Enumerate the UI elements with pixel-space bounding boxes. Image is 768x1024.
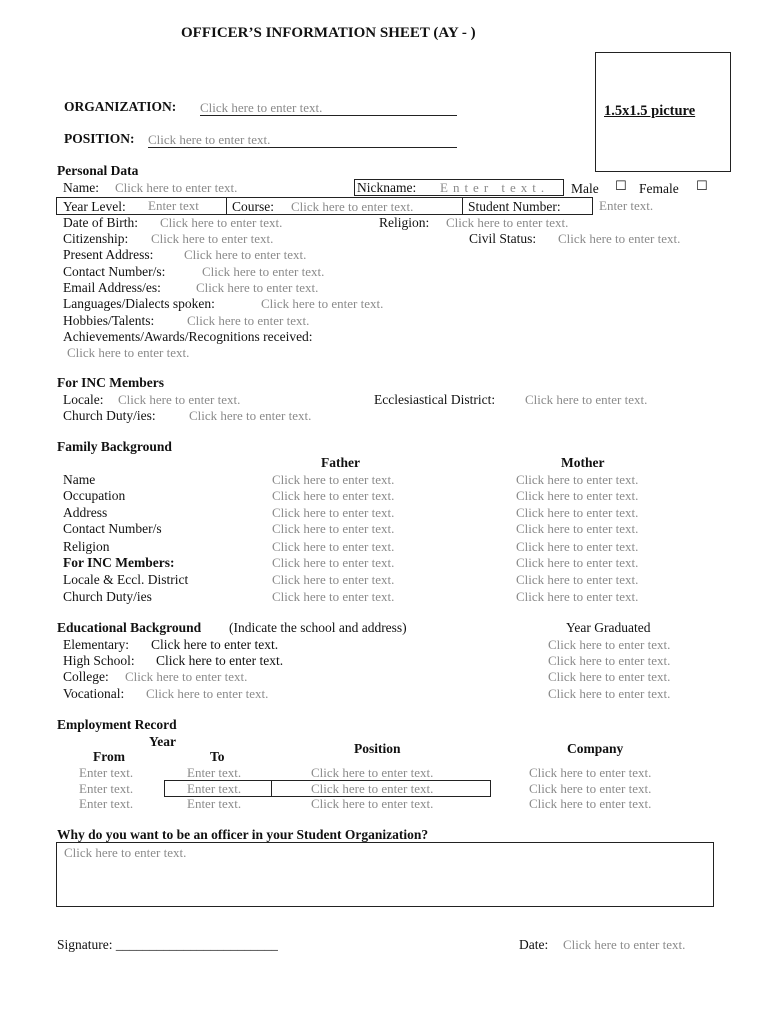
college-year-field[interactable]: Click here to enter text. xyxy=(548,669,671,684)
family-row-label: Locale & Eccl. District xyxy=(63,572,189,587)
church-duty-label: Church Duty/ies: xyxy=(63,408,156,423)
student-number-label: Student Number: xyxy=(468,199,561,214)
father-field[interactable]: Click here to enter text. xyxy=(272,488,395,503)
vocational-field[interactable]: Click here to enter text. xyxy=(146,686,269,701)
district-label: Ecclesiastical District: xyxy=(374,392,496,407)
employment-position-field[interactable]: Click here to enter text. xyxy=(311,781,434,796)
mother-header: Mother xyxy=(561,455,605,470)
email-field[interactable]: Click here to enter text. xyxy=(196,280,319,295)
family-row-label: Occupation xyxy=(63,488,126,503)
date-field[interactable]: Click here to enter text. xyxy=(563,937,686,952)
to-header: To xyxy=(210,749,225,764)
course-field[interactable]: Click here to enter text. xyxy=(291,199,414,214)
email-label: Email Address/es: xyxy=(63,280,161,295)
father-header: Father xyxy=(321,455,360,470)
mother-field[interactable]: Click here to enter text. xyxy=(516,521,639,536)
nickname-field[interactable]: Enter text. xyxy=(440,180,550,195)
contact-label: Contact Number/s: xyxy=(63,264,166,279)
male-checkbox[interactable]: ☐ xyxy=(615,179,627,194)
family-row-label: Contact Number/s xyxy=(63,521,162,536)
name-field[interactable]: Click here to enter text. xyxy=(115,180,238,195)
year-header: Year xyxy=(149,734,176,749)
civil-status-label: Civil Status: xyxy=(469,231,537,246)
family-heading: Family Background xyxy=(57,439,172,454)
religion-label: Religion: xyxy=(379,215,430,230)
employment-position-field[interactable]: Click here to enter text. xyxy=(311,765,434,780)
why-answer-field[interactable]: Click here to enter text. xyxy=(64,845,187,860)
elementary-field[interactable]: Click here to enter text. xyxy=(151,637,279,652)
high-school-year-field[interactable]: Click here to enter text. xyxy=(548,653,671,668)
hobbies-field[interactable]: Click here to enter text. xyxy=(187,313,310,328)
male-label: Male xyxy=(571,181,599,196)
organization-field[interactable]: Click here to enter text. xyxy=(200,101,457,116)
year-level-field[interactable]: Enter text xyxy=(148,198,199,213)
achievements-label: Achievements/Awards/Recognitions received: xyxy=(63,329,313,344)
district-field[interactable]: Click here to enter text. xyxy=(525,392,648,407)
father-field[interactable]: Click here to enter text. xyxy=(272,505,395,520)
page-title: OFFICER’S INFORMATION SHEET (AY - ) xyxy=(181,25,476,41)
education-heading: Educational Background xyxy=(57,620,202,635)
citizenship-label: Citizenship: xyxy=(63,231,129,246)
contact-field[interactable]: Click here to enter text. xyxy=(202,264,325,279)
signature-line[interactable]: Signature: ________________________ xyxy=(57,937,278,952)
student-number-field[interactable]: Enter text. xyxy=(599,198,654,213)
mother-field[interactable]: Click here to enter text. xyxy=(516,572,639,587)
dob-label: Date of Birth: xyxy=(63,215,138,230)
family-row-label: Religion xyxy=(63,539,110,554)
to-field[interactable]: Enter text. xyxy=(187,781,242,796)
high-school-field[interactable]: Click here to enter text. xyxy=(156,653,284,668)
picture-placeholder xyxy=(595,52,731,172)
personal-data-heading: Personal Data xyxy=(57,163,139,178)
father-field[interactable]: Click here to enter text. xyxy=(272,539,395,554)
from-field[interactable]: Enter text. xyxy=(79,781,134,796)
hobbies-label: Hobbies/Talents: xyxy=(63,313,155,328)
organization-label: ORGANIZATION: xyxy=(64,99,177,114)
mother-field[interactable]: Click here to enter text. xyxy=(516,472,639,487)
name-label: Name: xyxy=(63,180,99,195)
family-row-label: Address xyxy=(63,505,108,520)
achievements-field[interactable]: Click here to enter text. xyxy=(67,345,190,360)
course-label: Course: xyxy=(232,199,274,214)
mother-field[interactable]: Click here to enter text. xyxy=(516,505,639,520)
religion-field[interactable]: Click here to enter text. xyxy=(446,215,569,230)
father-field[interactable]: Click here to enter text. xyxy=(272,521,395,536)
mother-field[interactable]: Click here to enter text. xyxy=(516,589,639,604)
church-duty-field[interactable]: Click here to enter text. xyxy=(189,408,312,423)
picture-label: 1.5x1.5 picture xyxy=(604,103,696,119)
present-address-label: Present Address: xyxy=(63,247,154,262)
company-header: Company xyxy=(567,741,624,756)
vocational-label: Vocational: xyxy=(63,686,125,701)
from-field[interactable]: Enter text. xyxy=(79,796,134,811)
female-checkbox[interactable]: ☐ xyxy=(696,179,708,194)
family-row-label: Name xyxy=(63,472,96,487)
locale-field[interactable]: Click here to enter text. xyxy=(118,392,241,407)
mother-field[interactable]: Click here to enter text. xyxy=(516,555,639,570)
why-answer-box[interactable] xyxy=(56,842,714,907)
employment-company-field[interactable]: Click here to enter text. xyxy=(529,796,652,811)
female-label: Female xyxy=(639,181,679,196)
employment-company-field[interactable]: Click here to enter text. xyxy=(529,765,652,780)
employment-position-field[interactable]: Click here to enter text. xyxy=(311,796,434,811)
languages-label: Languages/Dialects spoken: xyxy=(63,296,215,311)
present-address-field[interactable]: Click here to enter text. xyxy=(184,247,307,262)
why-question: Why do you want to be an officer in your Student Organization? xyxy=(57,827,429,842)
family-row-label: For INC Members: xyxy=(63,555,175,570)
nickname-label: Nickname: xyxy=(357,180,417,195)
position-label: POSITION: xyxy=(64,131,135,146)
college-label: College: xyxy=(63,669,109,684)
languages-field[interactable]: Click here to enter text. xyxy=(261,296,384,311)
civil-status-field[interactable]: Click here to enter text. xyxy=(558,231,681,246)
from-field[interactable]: Enter text. xyxy=(79,765,134,780)
date-label: Date: xyxy=(519,937,549,952)
father-field[interactable]: Click here to enter text. xyxy=(272,472,395,487)
position-field[interactable]: Click here to enter text. xyxy=(148,133,457,148)
to-field[interactable]: Enter text. xyxy=(187,796,242,811)
college-field[interactable]: Click here to enter text. xyxy=(125,669,248,684)
locale-label: Locale: xyxy=(63,392,104,407)
employment-company-field[interactable]: Click here to enter text. xyxy=(529,781,652,796)
education-note: (Indicate the school and address) xyxy=(229,620,407,635)
mother-field[interactable]: Click here to enter text. xyxy=(516,539,639,554)
to-field[interactable]: Enter text. xyxy=(187,765,242,780)
vocational-year-field[interactable]: Click here to enter text. xyxy=(548,686,671,701)
family-row-label: Church Duty/ies xyxy=(63,589,152,604)
citizenship-field[interactable]: Click here to enter text. xyxy=(151,231,274,246)
inc-heading: For INC Members xyxy=(57,375,164,390)
from-header: From xyxy=(93,749,125,764)
father-field[interactable]: Click here to enter text. xyxy=(272,572,395,587)
mother-field[interactable]: Click here to enter text. xyxy=(516,488,639,503)
position-header: Position xyxy=(354,741,401,756)
high-school-label: High School: xyxy=(63,653,135,668)
year-graduated-header: Year Graduated xyxy=(566,620,651,635)
elementary-label: Elementary: xyxy=(63,637,129,652)
year-level-label: Year Level: xyxy=(63,199,126,214)
elementary-year-field[interactable]: Click here to enter text. xyxy=(548,637,671,652)
father-field[interactable]: Click here to enter text. xyxy=(272,589,395,604)
employment-heading: Employment Record xyxy=(57,717,177,732)
dob-field[interactable]: Click here to enter text. xyxy=(160,215,283,230)
father-field[interactable]: Click here to enter text. xyxy=(272,555,395,570)
